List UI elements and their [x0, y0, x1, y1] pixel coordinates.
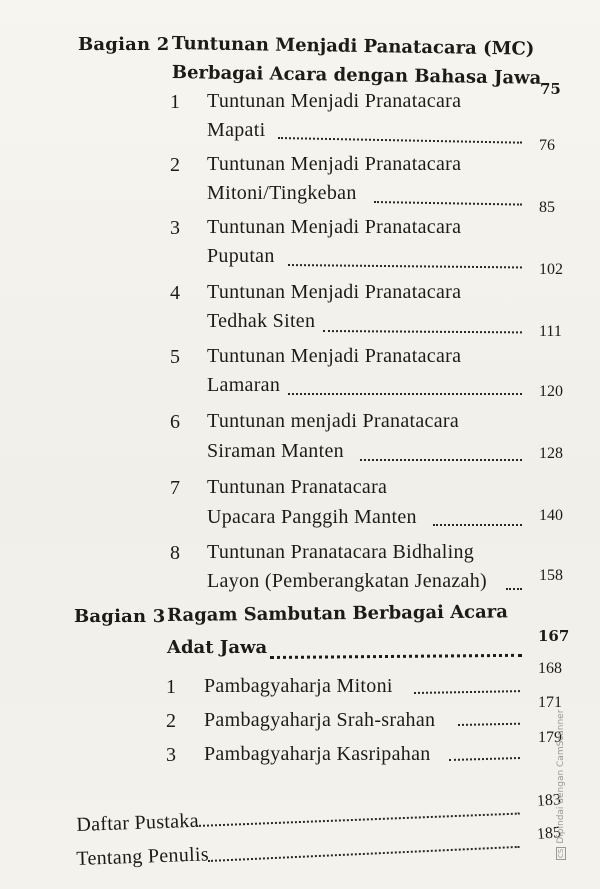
item-number: 4 — [170, 282, 180, 304]
dot-leader — [288, 393, 522, 395]
item-title-line1: Tuntunan Menjadi Pranatacara — [207, 281, 462, 303]
item-number: 3 — [166, 744, 176, 766]
item-title-line1: Tuntunan Pranatacara — [207, 476, 388, 498]
item-title-line1: Tuntunan menjadi Pranatacara — [207, 410, 460, 432]
item-page-number: 140 — [539, 507, 563, 524]
daftar-pustaka-title: Daftar Pustaka — [76, 809, 200, 836]
watermark-text: Dipindai dengan CamScanner — [556, 709, 566, 844]
item-title-line2: Lamaran — [207, 374, 281, 396]
item-number: 8 — [170, 542, 180, 564]
section-label: Bagian 2 — [78, 34, 170, 55]
item-page-number: 76 — [539, 137, 555, 154]
dot-leader — [449, 757, 520, 761]
item-title-line2: Mitoni/Tingkeban — [207, 182, 357, 204]
item-title-line1: Tuntunan Pranatacara Bidhaling — [207, 541, 475, 563]
section-title-line2: Berbagai Acara dengan Bahasa Jawa — [171, 62, 542, 89]
dot-leader — [433, 524, 522, 526]
item-title-line1: Tuntunan Menjadi Pranatacara — [207, 345, 462, 367]
item-number: 2 — [170, 154, 180, 176]
dot-leader — [270, 654, 522, 659]
dot-leader — [278, 137, 522, 144]
item-number: 6 — [170, 411, 180, 433]
item-title: Pambagyaharja Srah-srahan — [204, 709, 436, 731]
section-title-line1: Tuntunan Menjadi Panatacara (MC) — [171, 33, 535, 60]
item-title-line2: Layon (Pemberangkatan Jenazah) — [207, 570, 487, 592]
tentang-penulis-title: Tentang Penulis — [76, 843, 210, 870]
item-page-number: 171 — [538, 694, 562, 711]
dot-leader — [458, 723, 520, 726]
daftar-pustaka-page: 183 — [536, 791, 562, 810]
item-title-line2: Puputan — [207, 245, 275, 267]
item-title-line2: Upacara Panggih Manten — [207, 506, 417, 528]
dot-leader — [208, 846, 520, 862]
item-number: 5 — [170, 346, 180, 368]
section-page-number: 167 — [538, 627, 570, 645]
item-page-number: 85 — [539, 199, 555, 216]
dot-leader — [323, 330, 522, 333]
item-page-number: 168 — [538, 660, 562, 677]
item-page-number: 179 — [538, 729, 562, 746]
dot-leader — [196, 813, 520, 827]
camscanner-icon: CS — [557, 848, 565, 858]
item-number: 7 — [170, 477, 180, 499]
item-number: 2 — [166, 710, 176, 732]
item-title-line1: Tuntunan Menjadi Pranatacara — [207, 153, 462, 175]
dot-leader — [506, 588, 522, 590]
tentang-penulis-page: 185 — [536, 823, 562, 844]
item-title-line1: Tuntunan Menjadi Pranatacara — [207, 216, 462, 238]
item-title-line2: Siraman Manten — [207, 440, 344, 462]
dot-leader — [360, 459, 522, 461]
section-page-number: 75 — [540, 80, 561, 98]
item-page-number: 102 — [539, 261, 563, 278]
item-number: 1 — [166, 676, 176, 698]
item-title-line1: Tuntunan Menjadi Pranatacara — [207, 90, 462, 112]
item-title-line2: Tedhak Siten — [207, 310, 316, 332]
item-page-number: 111 — [539, 323, 562, 340]
scanner-watermark — [556, 710, 566, 860]
item-number: 3 — [170, 217, 180, 239]
dot-leader — [374, 201, 522, 206]
item-title: Pambagyaharja Kasripahan — [204, 743, 431, 765]
item-number: 1 — [170, 91, 180, 113]
item-title-line2: Mapati — [207, 119, 266, 141]
dot-leader — [414, 690, 520, 694]
item-title: Pambagyaharja Mitoni — [204, 675, 393, 697]
item-page-number: 128 — [539, 445, 563, 462]
dot-leader — [288, 264, 522, 268]
section-title-line2: Adat Jawa — [167, 637, 268, 658]
item-page-number: 158 — [539, 567, 563, 584]
section-title-line1: Ragam Sambutan Berbagai Acara — [167, 601, 508, 626]
section-label: Bagian 3 — [74, 606, 166, 627]
item-page-number: 120 — [539, 383, 563, 400]
